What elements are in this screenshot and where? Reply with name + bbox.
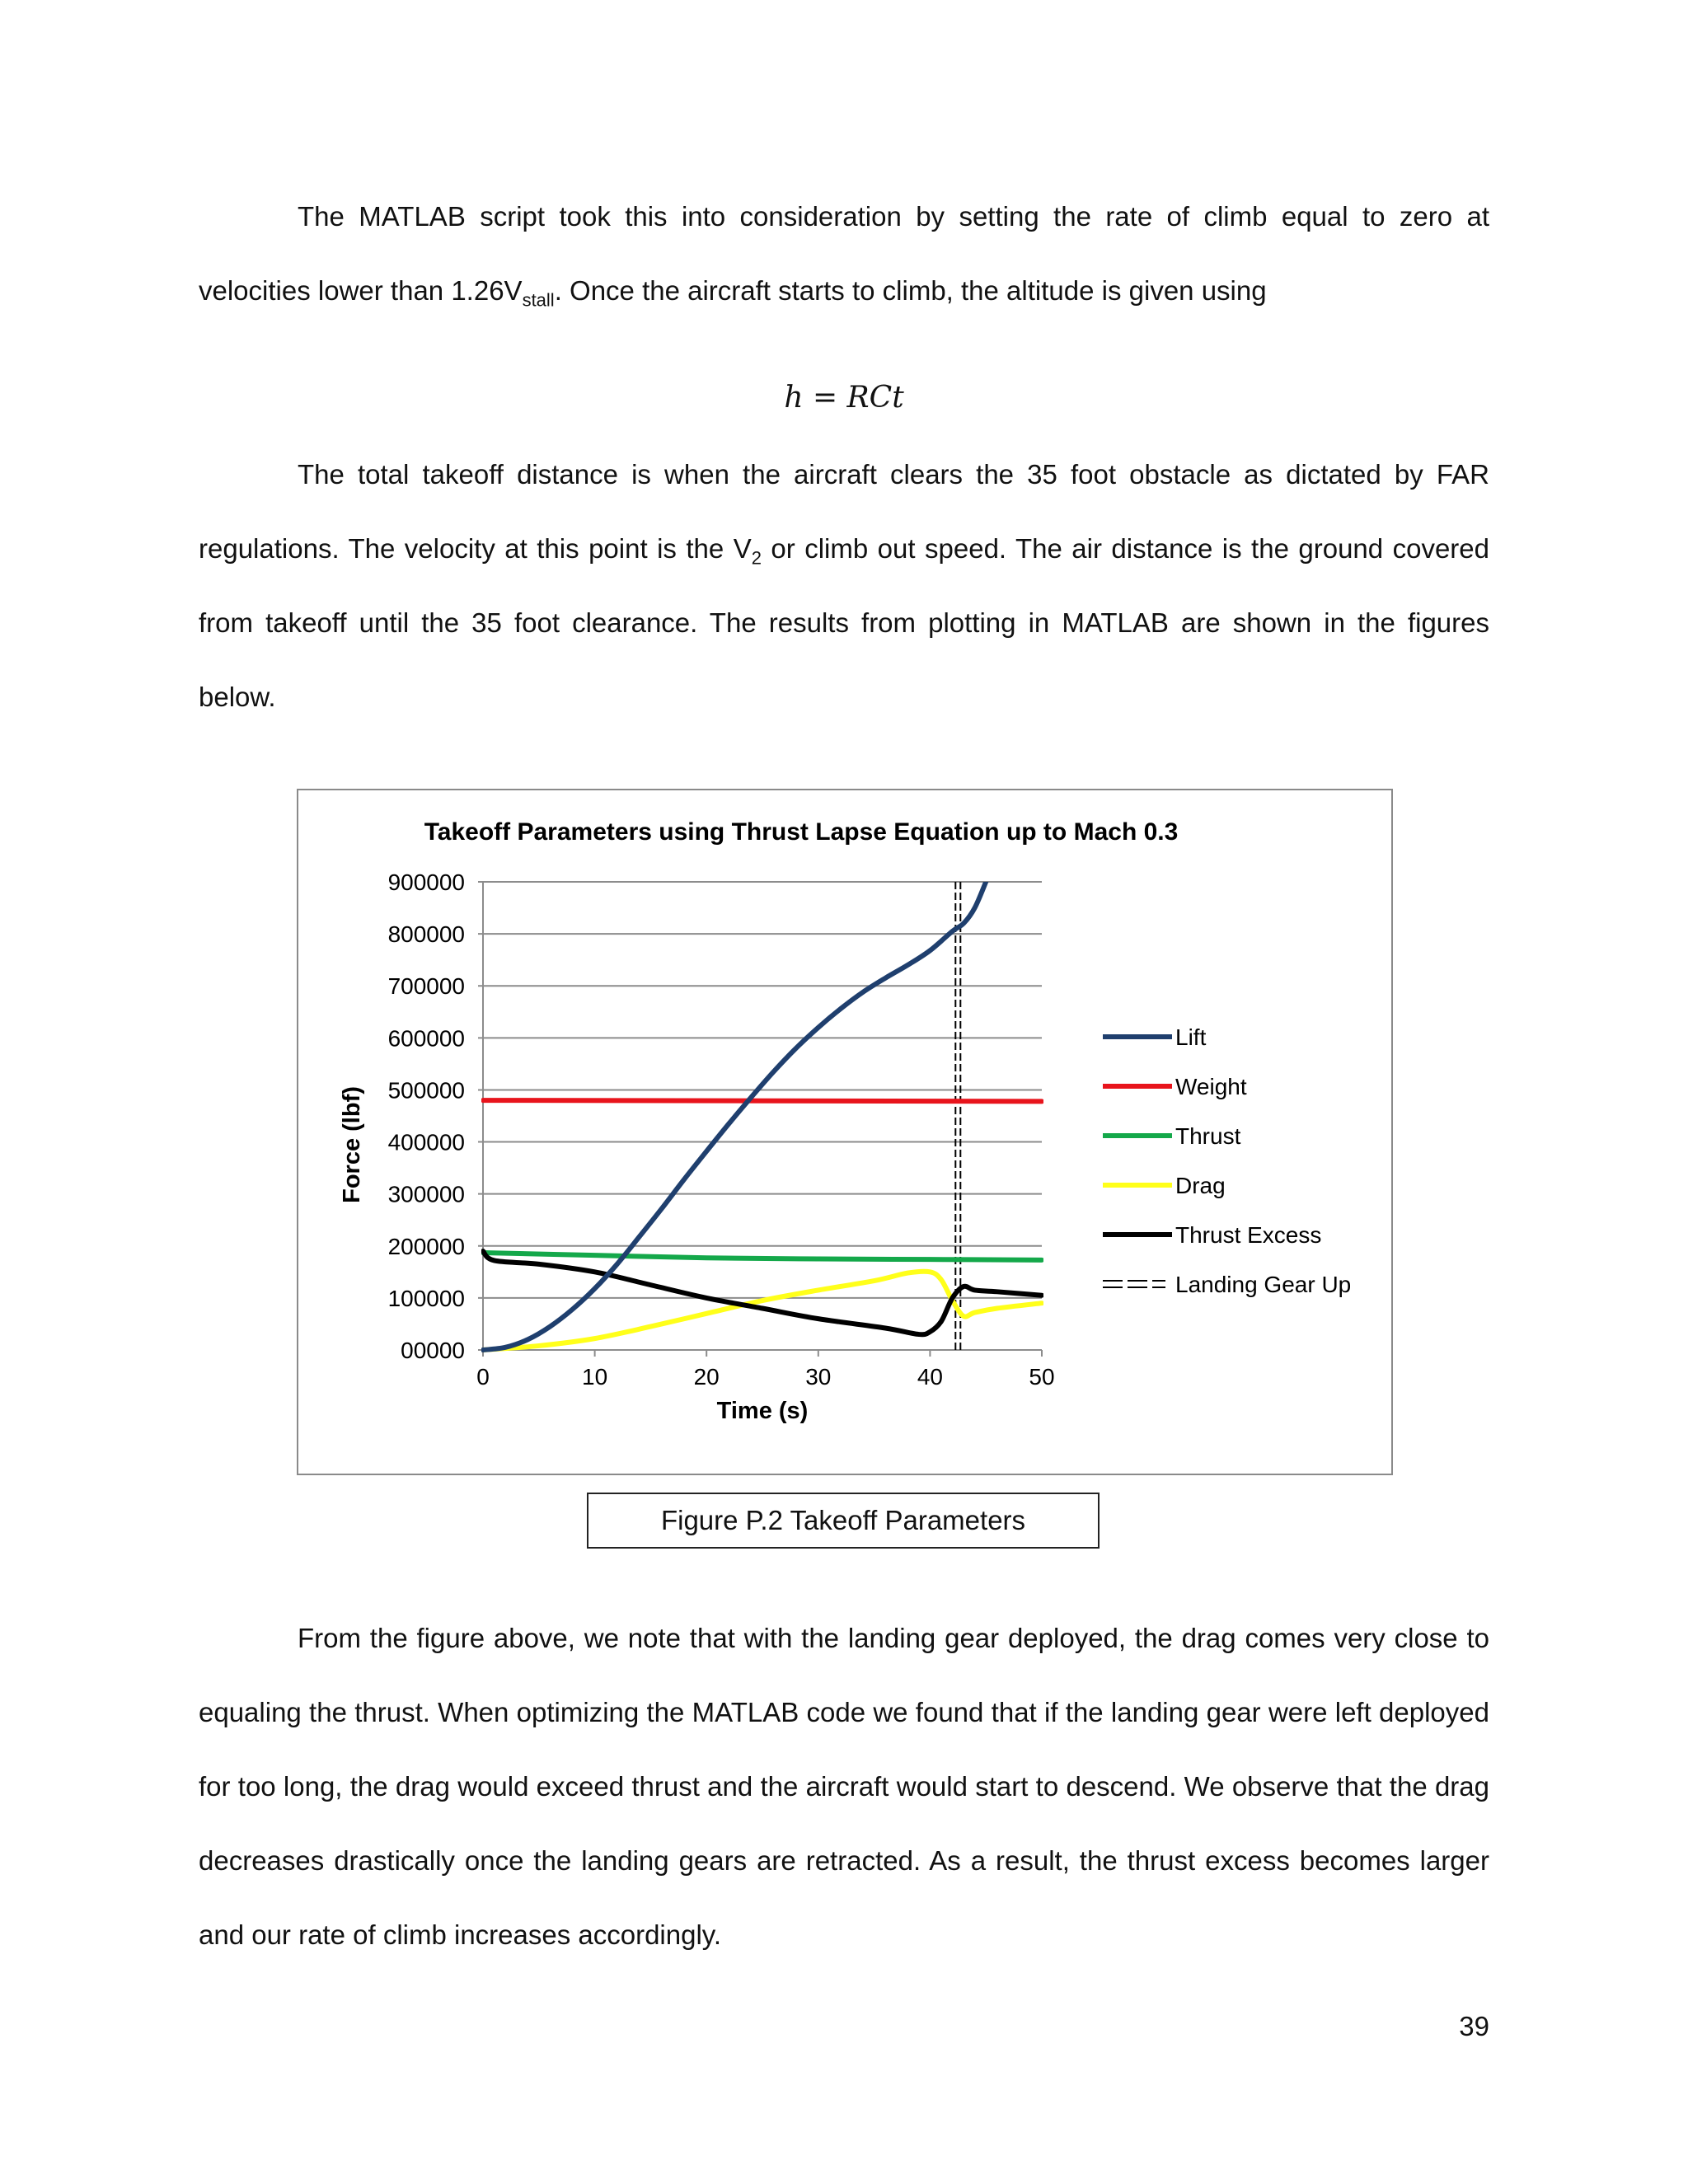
legend-label: Drag [1175,1173,1226,1198]
chart-frame [297,789,1393,1475]
y-tick-label: 100000 [387,1285,465,1311]
y-tick-label: 900000 [387,869,465,895]
paragraph-intro: The MATLAB script took this into consideration by setting the rate of climb equal to zero at velocities lower than $1.26V_{stall}$. Once the aircraft starts to climb, the altitude is given using [199,201,1489,311]
x-tick-label: 10 [582,1364,608,1390]
page-number: 39 [1459,2011,1489,2041]
paragraph-takeoff-distance: The total takeoff distance is when the aircraft clears the 35 foot obstacle as dictated by FAR regulations. The velocity at this point is the $V_2$ or climb out speed. The air distance is the ground covered from takeoff until the 35 foot clearance. The results from plotting in MATLAB are shown in the figures below. [199,459,1489,712]
legend-label: Lift [1175,1024,1207,1050]
y-tick-label: 300000 [387,1181,465,1207]
series-line-thrust [483,1253,1042,1260]
x-tick-label: 40 [917,1364,943,1390]
chart-title: Takeoff Parameters using Thrust Lapse Equation up to Mach 0.3 [424,818,1179,846]
y-tick-label: 400000 [387,1129,465,1155]
legend-label: Weight [1175,1074,1247,1099]
y-tick-label: 700000 [387,973,465,1000]
y-tick-label: 600000 [387,1025,465,1052]
series-line-lift [483,882,986,1350]
y-axis-label: Force (lbf) [339,1086,365,1203]
series-line-thrust-excess [483,1251,1042,1334]
x-axis-label: Time (s) [716,1398,809,1424]
x-tick-label: 30 [805,1364,832,1390]
figure-caption: Figure P.2 Takeoff Parameters [587,1493,1100,1549]
series-line-weight [483,1100,1042,1101]
x-tick-label: 50 [1029,1364,1055,1390]
x-tick-label: 0 [476,1364,490,1390]
y-tick-label: 500000 [387,1077,465,1104]
legend-label: Landing Gear Up [1175,1272,1352,1297]
legend-label: Thrust [1175,1123,1241,1149]
equation: h = RCt [784,381,904,415]
legend-label: Thrust Excess [1175,1222,1322,1248]
y-tick-label: 200000 [387,1233,465,1259]
takeoff-parameters-chart [298,790,1391,1474]
y-tick-label: 800000 [387,921,465,948]
x-tick-label: 20 [693,1364,720,1390]
paragraph-analysis: From the figure above, we note that with the landing gear deployed, the drag comes very close to equaling the thrust. When optimizing the MATLAB code we found that if the landing gear were left deployed for too long, the drag would exceed thrust and the aircraft would start to descend. We observe that the drag decreases drastically once the landing gears are retracted. As a result, the thrust excess becomes larger and our rate of climb increases accordingly. [199,1623,1489,1950]
y-tick-label: 00000 [401,1338,465,1363]
